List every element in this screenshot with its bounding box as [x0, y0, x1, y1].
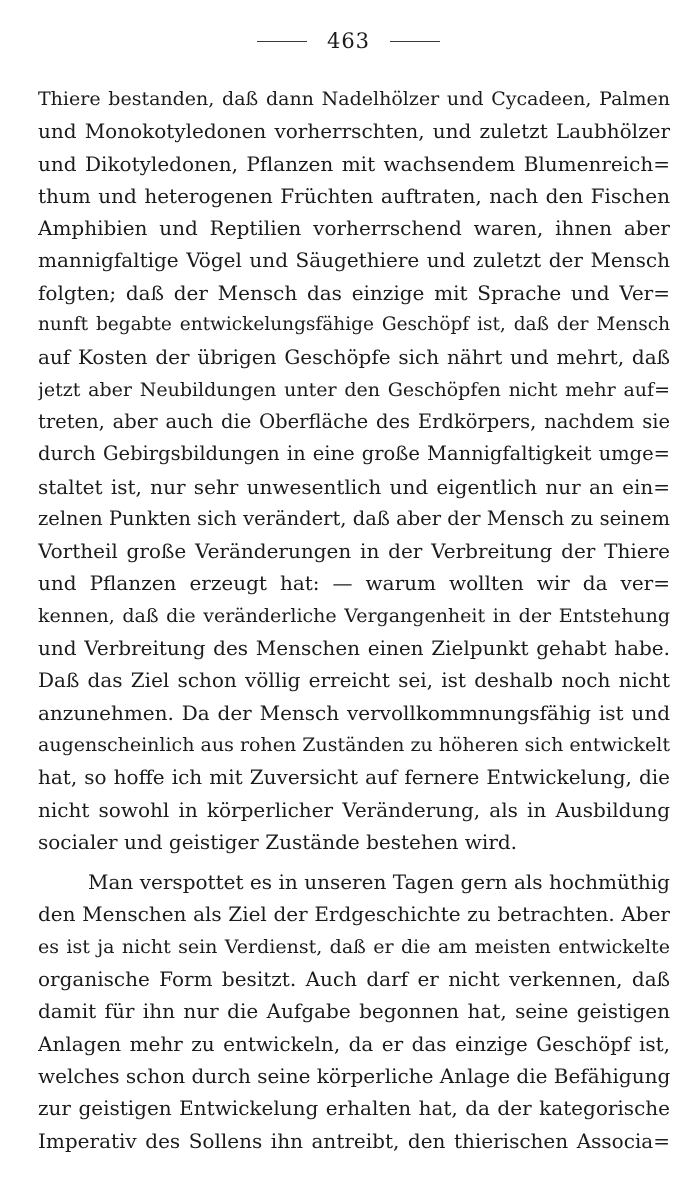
text-line: damit für ihn nur die Aufgabe begonnen hat, seine geistigen [38, 999, 670, 1024]
text-line: und Pflanzen erzeugt hat: — warum wollten wir da ver= [38, 571, 670, 596]
paragraph-2 [38, 866, 670, 1157]
text-line: socialer und geistiger Zustände bestehen wird. [38, 829, 518, 854]
text-line: es ist ja nicht sein Verdienst, daß er die am meisten entwickelte [38, 935, 670, 958]
text-line: Daß das Ziel schon völlig erreicht sei, ist deshalb noch nicht [38, 668, 670, 693]
text-line: Man verspottet es in unseren Tagen gern als hochmüthig [88, 870, 670, 895]
text-line: Anlagen mehr zu entwickeln, da er das einzige Geschöpf ist, [38, 1031, 670, 1056]
text-line: zur geistigen Entwickelung erhalten hat, da der kategorische [38, 1096, 670, 1121]
text-line: welches schon durch seine körperliche Anlage die Befähigung [38, 1063, 670, 1088]
text-line: anzunehmen. Da der Mensch vervollkommnungsfähig ist und [38, 700, 670, 725]
text-line: kennen, daß die veränderliche Vergangenheit in der Entstehung [38, 604, 670, 627]
text-line: treten, aber auch die Oberfläche des Erdkörpers, nachdem sie [38, 409, 670, 433]
text-line: hat, so hoffe ich mit Zuversicht auf fernere Entwickelung, die [38, 765, 670, 790]
text-line: nicht sowohl in körperlicher Veränderung, als in Ausbildung [38, 797, 670, 822]
page-number: 463 [326, 29, 371, 53]
text-line: den Menschen als Ziel der Erdgeschichte zu betrachten. Aber [38, 902, 670, 927]
text-line: augenscheinlich aus rohen Zuständen zu höheren sich entwickelt [38, 733, 670, 756]
page-header [0, 26, 697, 56]
text-line: organische Form besitzt. Auch darf er nicht verkennen, daß [38, 967, 670, 992]
text-line: Thiere bestanden, daß dann Nadelhölzer und Cycadeen, Palmen [38, 88, 670, 110]
text-line: und Dikotyledonen, Pflanzen mit wachsendem Blumenreich= [38, 151, 670, 176]
text-line: Amphibien und Reptilien vorherrschend waren, ihnen aber [38, 216, 670, 241]
text-line: thum und heterogenen Früchten auftraten, nach den Fischen [38, 183, 670, 208]
text-line: auf Kosten der übrigen Geschöpfe sich nährt und mehrt, daß [38, 345, 670, 370]
text-line: folgten; daß der Mensch das einzige mit Sprache und Ver= [38, 280, 670, 305]
text-line: nunft begabte entwickelungsfähige Geschöpf ist, daß der Mensch [38, 314, 670, 336]
text-line: Imperativ des Sollens ihn antreibt, den thierischen Associa= [38, 1128, 670, 1153]
body-text [38, 83, 670, 1157]
text-line: zelnen Punkten sich verändert, daß aber der Mensch zu seinem [38, 506, 670, 530]
text-line: und Verbreitung des Menschen einen Zielpunkt gehabt habe. [38, 636, 670, 661]
text-line: und Monokotyledonen vorherrschten, und zuletzt Laubhölzer [38, 119, 670, 144]
header-rule-right [390, 41, 440, 42]
text-line: durch Gebirgsbildungen in eine große Mannigfaltigkeit umge= [38, 442, 670, 466]
text-line: mannigfaltige Vögel und Säugethiere und zuletzt der Mensch [38, 248, 670, 273]
text-line: staltet ist, nur sehr unwesentlich und eigentlich nur an ein= [38, 474, 670, 499]
header-rule-left [257, 41, 307, 42]
text-line: jetzt aber Neubildungen unter den Geschöpfen nicht mehr auf= [38, 378, 670, 401]
text-line: Vortheil große Veränderungen in der Verbreitung der Thiere [38, 539, 670, 564]
paragraph-1 [38, 83, 670, 858]
